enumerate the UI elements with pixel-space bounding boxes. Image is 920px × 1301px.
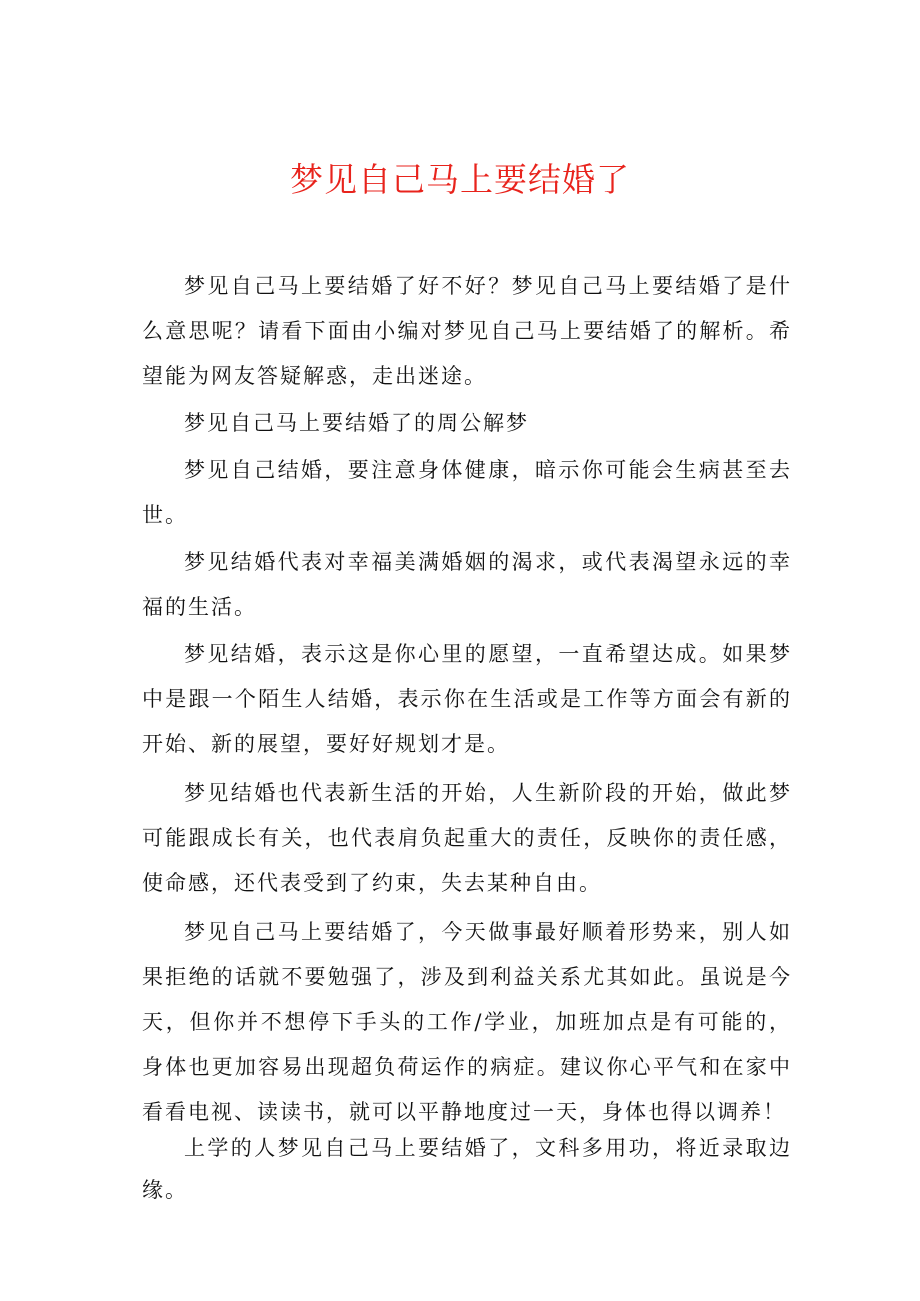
paragraph-happiness: 梦见结婚代表对幸福美满婚姻的渴求，或代表渴望永远的幸福的生活。: [142, 550, 792, 619]
paragraph-advice: 梦见自己马上要结婚了，今天做事最好顺着形势来，别人如果拒绝的话就不要勉强了，涉及到利益关系尤其如此。虽说是今天，但你并不想停下手头的工作/学业，加班加点是有可能的，身体也更加容易出现超负荷运作的病症。建议你心平气和在家中看看电视、读读书，就可以平静地度过一天，身体也得以调养！: [142, 920, 792, 1124]
paragraph-intro: 梦见自己马上要结婚了好不好？梦见自己马上要结婚了是什么意思呢？请看下面由小编对梦见自己马上要结婚了的解析。希望能为网友答疑解惑，走出迷途。: [142, 274, 792, 388]
page-title: 梦见自己马上要结婚了: [290, 160, 630, 199]
paragraph-subheading: 梦见自己马上要结婚了的周公解梦: [184, 411, 529, 435]
paragraph-students: 上学的人梦见自己马上要结婚了，文科多用功，将近录取边缘。: [142, 1136, 792, 1202]
paragraph-wish: 梦见结婚，表示这是你心里的愿望，一直希望达成。如果梦中是跟一个陌生人结婚，表示你在生活或是工作等方面会有新的开始、新的展望，要好好规划才是。: [142, 642, 792, 756]
article-body: [142, 264, 792, 1211]
paragraph-new-life: 梦见结婚也代表新生活的开始，人生新阶段的开始，做此梦可能跟成长有关，也代表肩负起重大的责任，反映你的责任感，使命感，还代表受到了约束，失去某种自由。: [142, 781, 792, 895]
paragraph-health-warning: 梦见自己结婚，要注意身体健康，暗示你可能会生病甚至去世。: [142, 458, 792, 527]
